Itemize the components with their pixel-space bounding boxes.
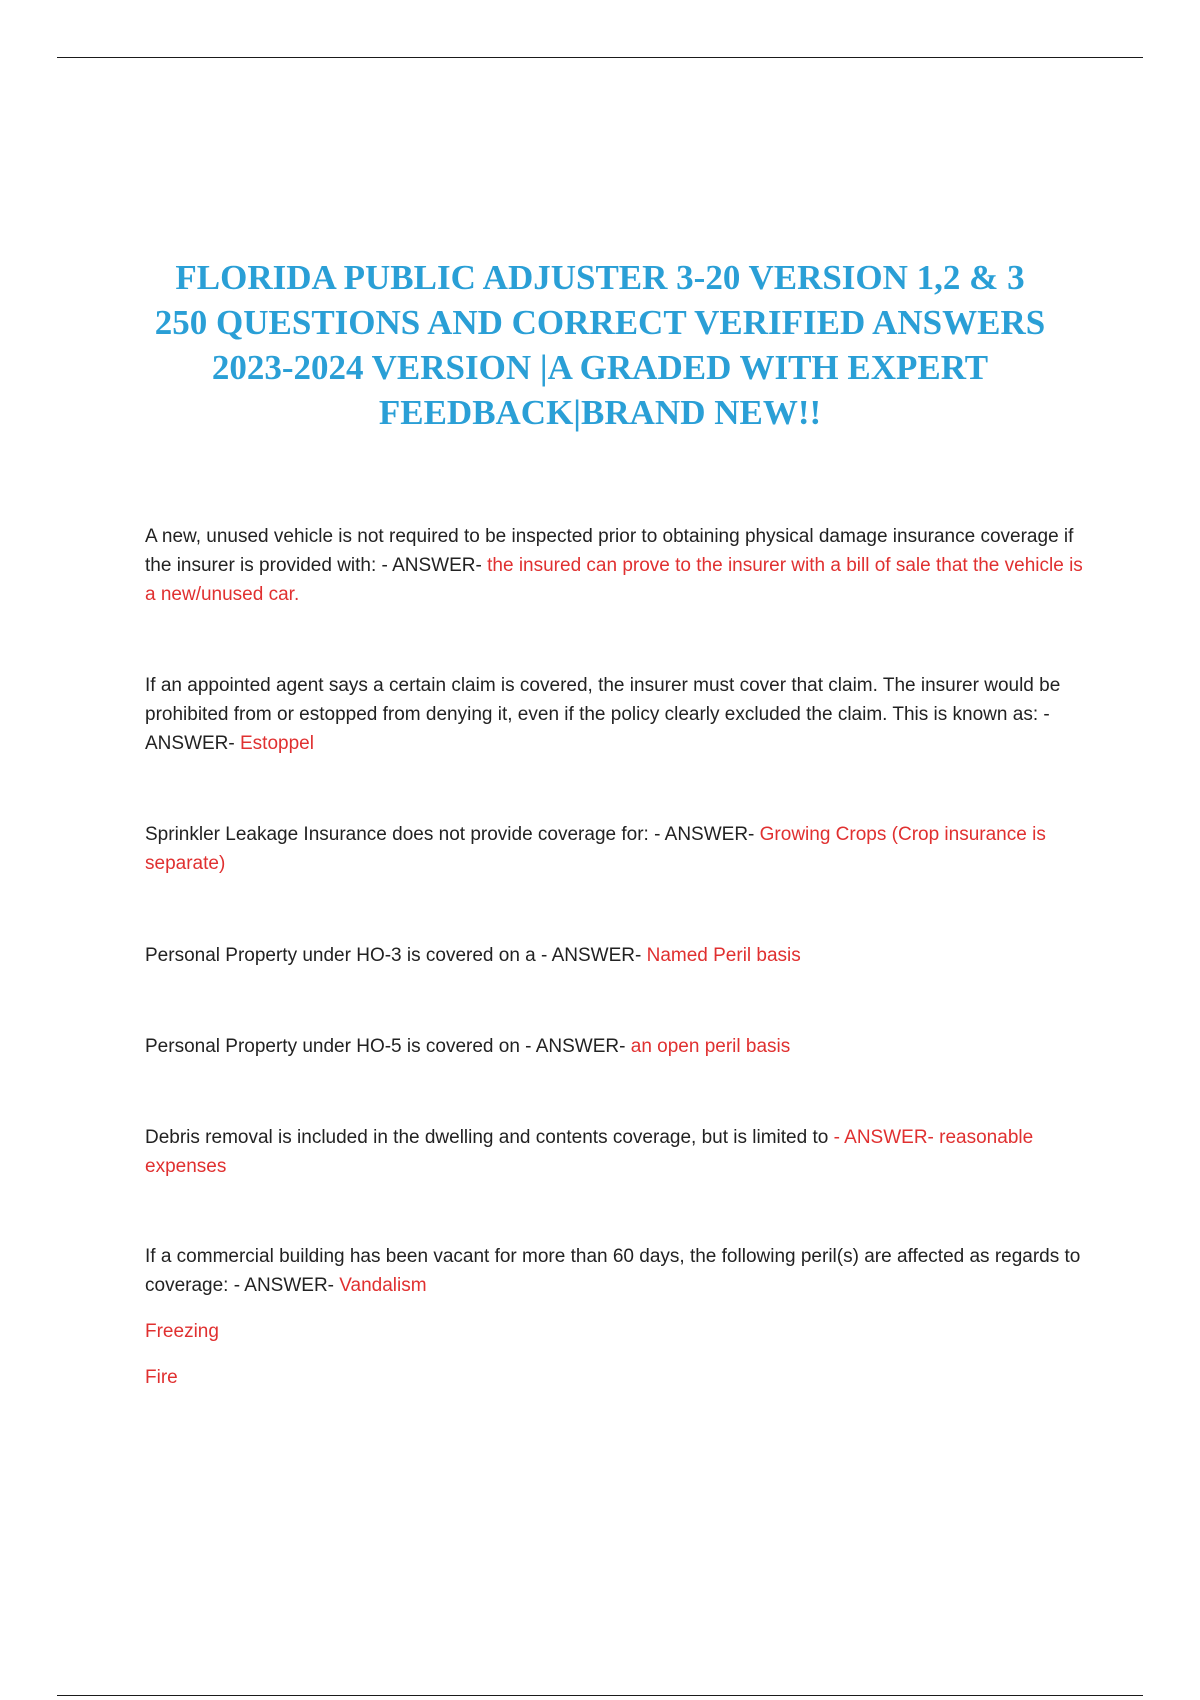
answer-text: Growing Crops (Crop insurance is separate) xyxy=(145,824,1046,874)
question-text: If a commercial building has been vacant for more than 60 days, the following peril(s) are affected as regards to coverage: - ANSWER- xyxy=(145,1246,1081,1296)
qa-item-4 xyxy=(145,941,1095,970)
answer-text: the insured can prove to the insurer with a bill of sale that the vehicle is a new/unused car. xyxy=(145,555,1083,605)
extra-answer-fire: Fire xyxy=(145,1367,178,1388)
question-text: Personal Property under HO-3 is covered on a - ANSWER- xyxy=(145,945,647,966)
top-rule xyxy=(57,57,1143,58)
qa-item-7 xyxy=(145,1242,1095,1300)
extra-answer-freezing: Freezing xyxy=(145,1321,219,1342)
answer-text: an open peril basis xyxy=(630,1036,791,1057)
title-line: FLORIDA PUBLIC ADJUSTER 3-20 VERSION 1,2 & 3 xyxy=(175,258,1025,298)
question-text: A new, unused vehicle is not required to be inspected prior to obtaining physical damage insurance coverage if the insurer is provided with: - ANSWER- xyxy=(145,526,1074,576)
qa-item-3 xyxy=(145,820,1095,878)
document-title xyxy=(100,255,1100,435)
answer-text: - ANSWER- reasonable expenses xyxy=(145,1127,1034,1177)
question-text: If an appointed agent says a certain claim is covered, the insurer must cover that claim. The insurer would be prohibited from or estopped from denying it, even if the policy clearly excluded the claim. This is known as: - ANSWER- xyxy=(145,675,1061,754)
title-line: 2023-2024 VERSION |A GRADED WITH EXPERT xyxy=(211,348,989,388)
answer-text: Estoppel xyxy=(240,733,314,754)
bottom-rule xyxy=(57,1695,1143,1696)
title-line: FEEDBACK|BRAND NEW!! xyxy=(378,393,822,433)
title-line: 250 QUESTIONS AND CORRECT VERIFIED ANSWERS xyxy=(154,303,1046,343)
answer-text: Vandalism xyxy=(339,1275,427,1296)
qa-item-5 xyxy=(145,1032,1095,1061)
question-text: Debris removal is included in the dwelling and contents coverage, but is limited to xyxy=(145,1127,834,1148)
qa-item-2 xyxy=(145,671,1095,758)
answer-text: Named Peril basis xyxy=(646,945,801,966)
question-text: Sprinkler Leakage Insurance does not provide coverage for: - ANSWER- xyxy=(145,824,760,845)
qa-item-1 xyxy=(145,522,1095,609)
qa-item-6 xyxy=(145,1123,1095,1181)
question-text: Personal Property under HO-5 is covered on - ANSWER- xyxy=(145,1036,631,1057)
